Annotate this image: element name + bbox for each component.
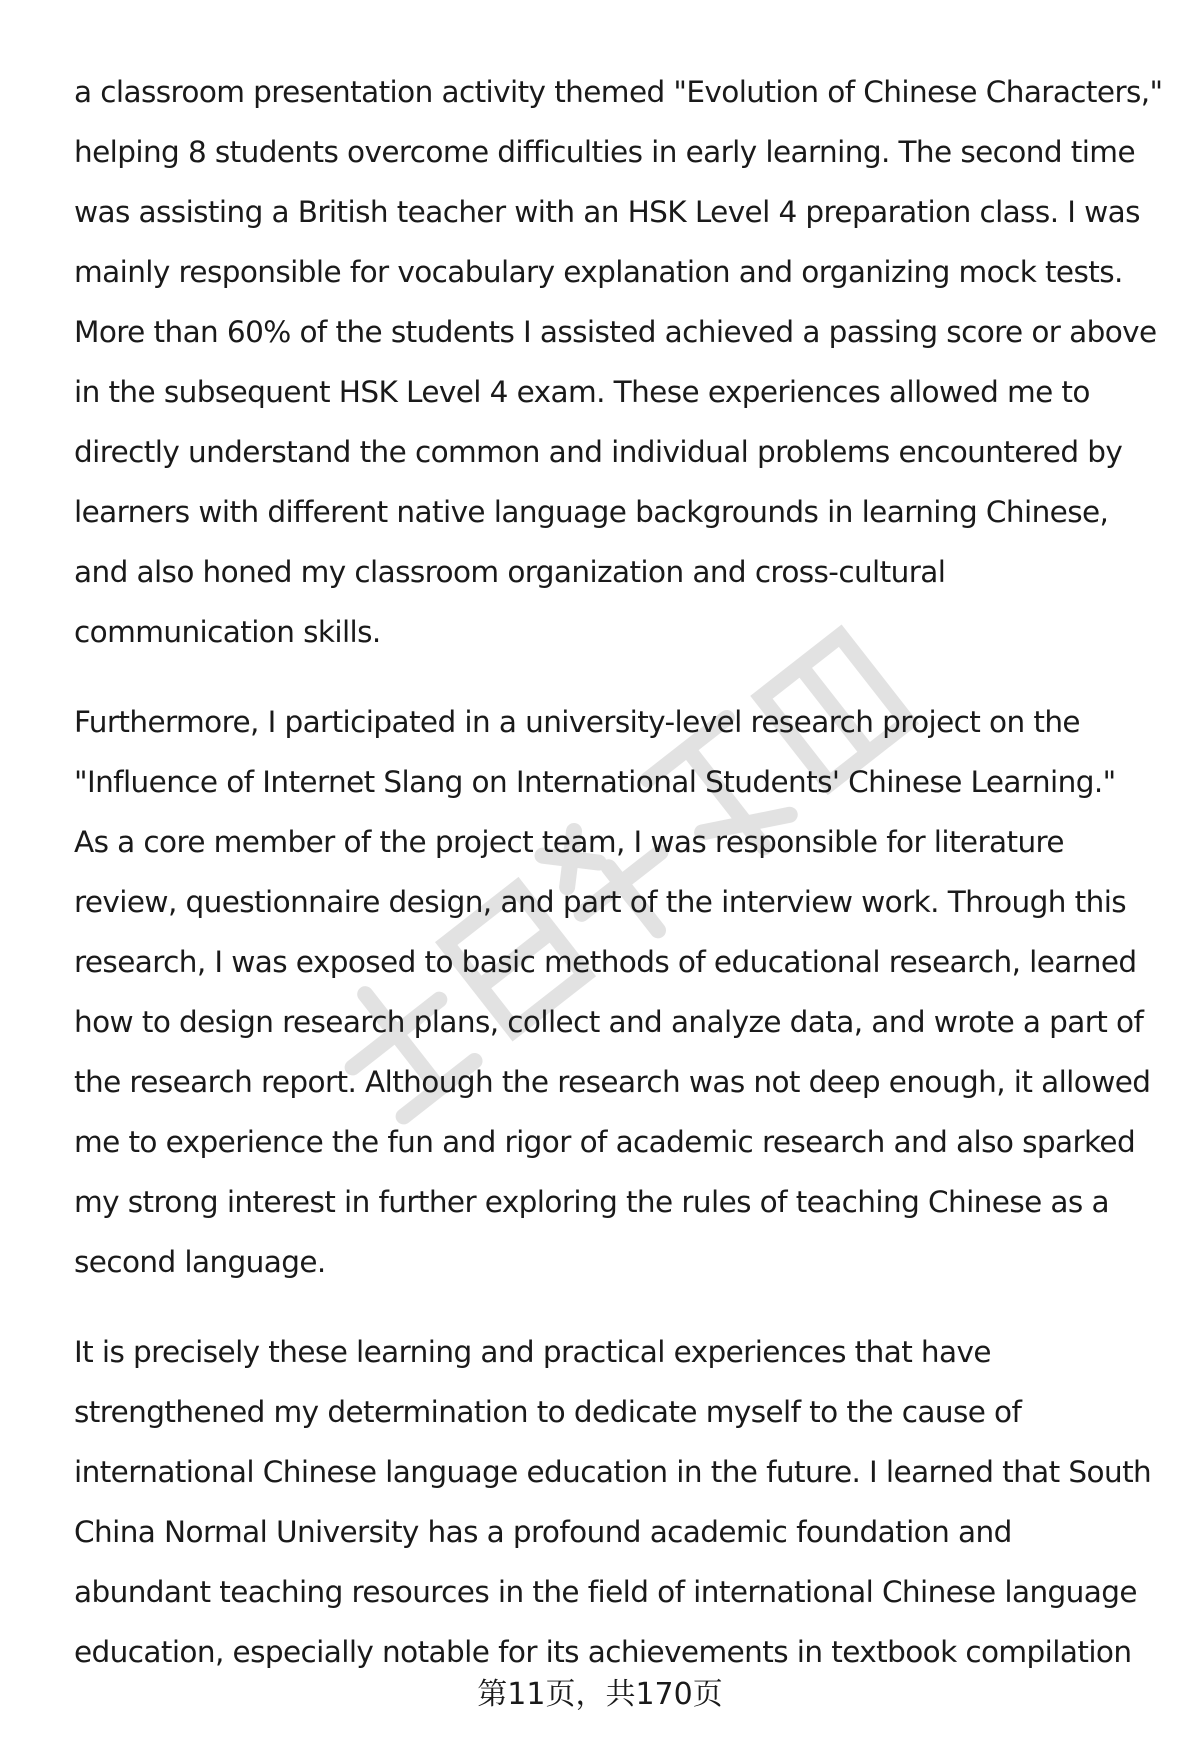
text-line: international Chinese language education in the future. I learned that South — [74, 1455, 1152, 1489]
text-line: the research report. Although the research was not deep enough, it allowed — [74, 1065, 1151, 1099]
text-line: China Normal University has a profound academic foundation and — [74, 1515, 1012, 1549]
paragraph-3 — [74, 1322, 1164, 1682]
text-line: in the subsequent HSK Level 4 exam. These experiences allowed me to — [74, 375, 1090, 409]
paragraph-1 — [74, 62, 1164, 662]
text-line: abundant teaching resources in the field of international Chinese language — [74, 1575, 1137, 1609]
text-line: communication skills. — [74, 615, 381, 649]
text-line: and also honed my classroom organization and cross-cultural — [74, 555, 946, 589]
text-line: More than 60% of the students I assisted achieved a passing score or above — [74, 315, 1157, 349]
document-body — [74, 62, 1164, 1682]
text-line: my strong interest in further exploring the rules of teaching Chinese as a — [74, 1185, 1109, 1219]
text-line: mainly responsible for vocabulary explanation and organizing mock tests. — [74, 255, 1123, 289]
text-line: directly understand the common and individual problems encountered by — [74, 435, 1123, 469]
text-line: strengthened my determination to dedicate myself to the cause of — [74, 1395, 1022, 1429]
text-line: how to design research plans, collect and analyze data, and wrote a part of — [74, 1005, 1144, 1039]
text-line: research, I was exposed to basic methods of educational research, learned — [74, 945, 1137, 979]
text-line: was assisting a British teacher with an HSK Level 4 preparation class. I was — [74, 195, 1140, 229]
text-line: Furthermore, I participated in a university-level research project on the — [74, 705, 1080, 739]
text-line: It is precisely these learning and practical experiences that have — [74, 1335, 991, 1369]
text-line: learners with different native language backgrounds in learning Chinese, — [74, 495, 1109, 529]
text-line: a classroom presentation activity themed "Evolution of Chinese Characters," — [74, 75, 1163, 109]
page-number-footer: 第11页，共170页 — [477, 1677, 723, 1712]
text-line: As a core member of the project team, I was responsible for literature — [74, 825, 1064, 859]
text-line: education, especially notable for its achievements in textbook compilation — [74, 1635, 1132, 1669]
text-line: helping 8 students overcome difficulties in early learning. The second time — [74, 135, 1135, 169]
text-line: me to experience the fun and rigor of academic research and also sparked — [74, 1125, 1136, 1159]
text-line: second language. — [74, 1245, 326, 1279]
text-line: "Influence of Internet Slang on International Students' Chinese Learning." — [74, 765, 1116, 799]
paragraph-2 — [74, 692, 1164, 1292]
text-line: review, questionnaire design, and part of the interview work. Through this — [74, 885, 1127, 919]
